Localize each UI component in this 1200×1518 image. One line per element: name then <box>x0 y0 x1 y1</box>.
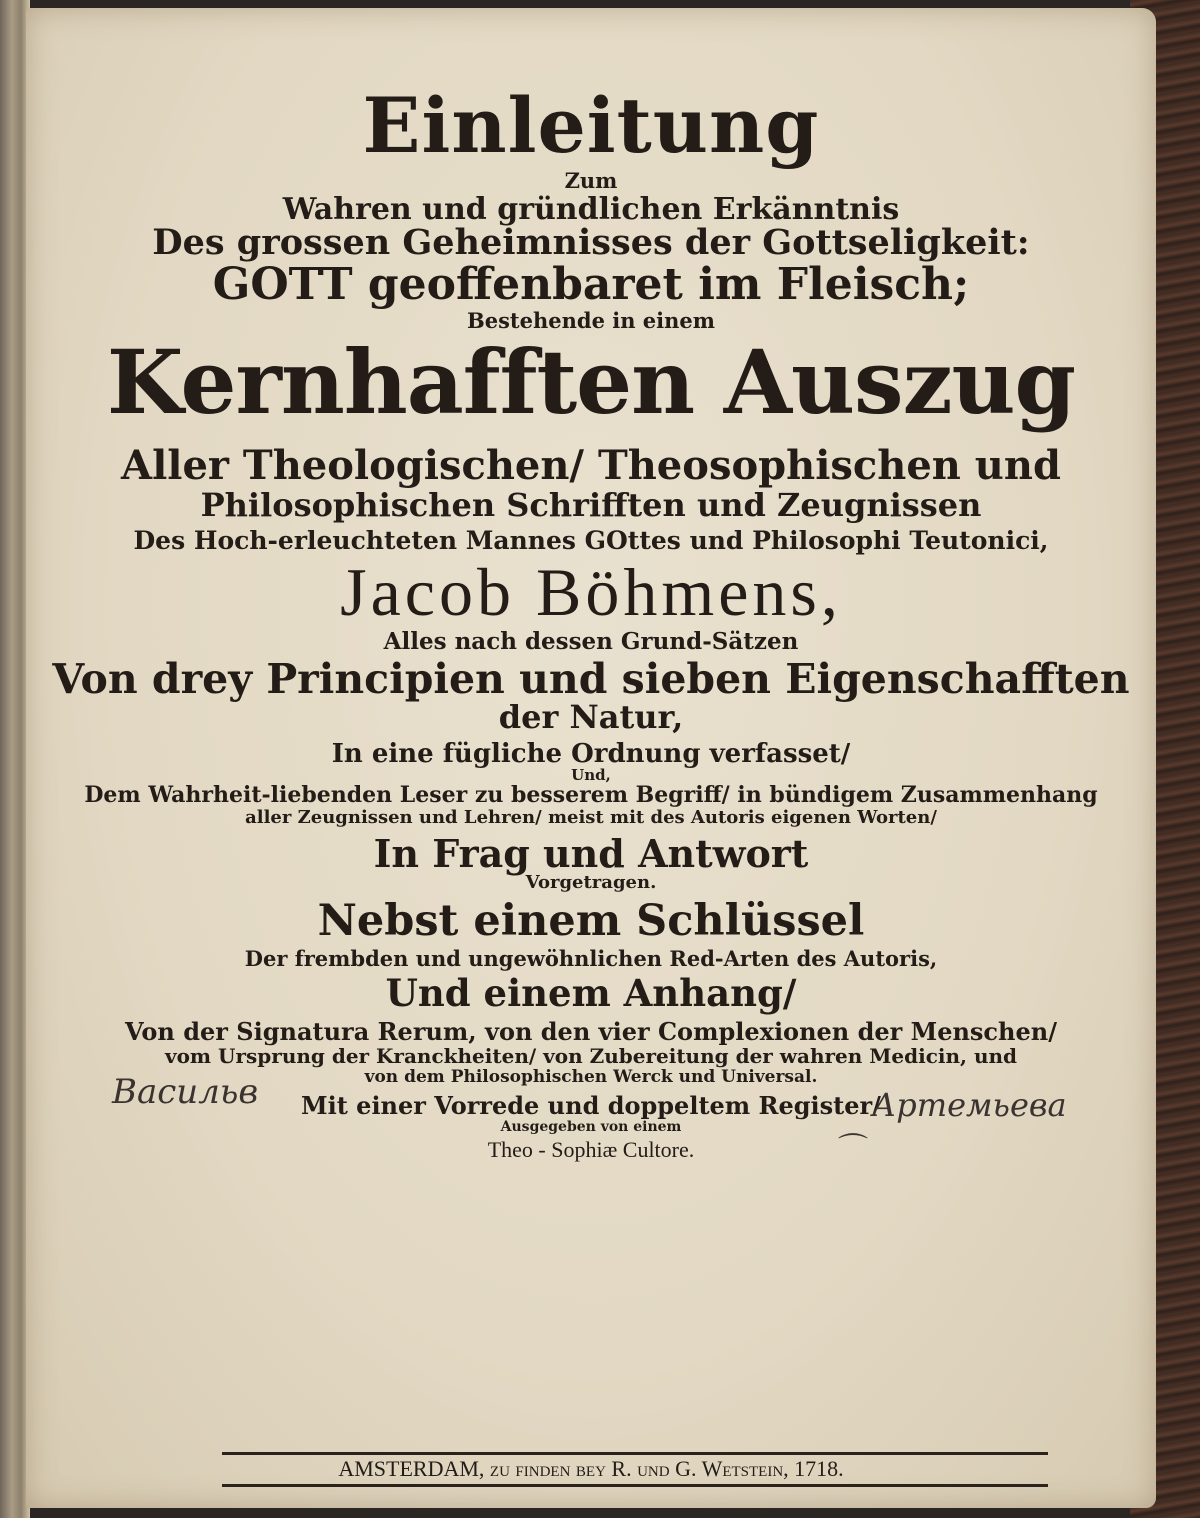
zum-line: Zum <box>564 167 618 193</box>
line-dem-wahrheit: Dem Wahrheit-liebenden Leser zu besserem Begriff/ in bündigem Zusammenhang <box>84 781 1098 808</box>
line-theo-sophiae: Theo - Sophiæ Cultore. <box>487 1137 695 1163</box>
imprint-rule-bottom <box>222 1484 1048 1487</box>
line-mit-einer: Mit einer Vorrede und doppeltem Register/ <box>301 1090 881 1120</box>
line-ausgegeben: Ausgegeben von einem <box>500 1118 682 1135</box>
line-in-frag: In Frag und Antwort <box>373 830 809 876</box>
handwritten-flourish-icon: ⌒ <box>838 1132 868 1167</box>
line-und-einem: Und einem Anhang/ <box>385 970 797 1015</box>
handwritten-note-left: Васильв <box>112 1072 259 1112</box>
handwritten-note-right: Артемьева <box>872 1086 1067 1124</box>
line-von-der-signatura: Von der Signatura Rerum, von den vier Complexionen der Menschen/ <box>125 1016 1057 1046</box>
book-title: Einleitung <box>362 81 820 170</box>
line-aller: Aller Theologischen/ Theosophischen und <box>121 441 1061 489</box>
subtitle-line-2: Des grossen Geheimnisses der Gottseligkeit: <box>152 222 1030 264</box>
subtitle-line-3: GOTT geoffenbaret im Fleisch; <box>212 259 970 311</box>
title-page-text <box>26 8 1156 1162</box>
line-alles: Alles nach dessen Grund-Sätzen <box>383 627 799 655</box>
line-philosophischen: Philosophischen Schrifften und Zeugnissen <box>200 485 982 524</box>
line-vorgetragen: Vorgetragen. <box>525 871 657 893</box>
line-in-eine: In eine fügliche Ordnung verfasset/ <box>331 738 851 769</box>
line-vom-ursprung: vom Ursprung der Kranckheiten/ von Zubereitung der wahren Medicin, und <box>164 1043 1018 1068</box>
subtitle-line-1: Wahren und gründlichen Erkänntnis <box>282 191 900 227</box>
line-nebst: Nebst einem Schlüssel <box>317 895 865 946</box>
line-und: Und, <box>571 766 611 785</box>
imprint-line: AMSTERDAM, zu finden bey R. und G. Wetstein, 1718. <box>338 1456 844 1481</box>
author-name: Jacob Böhmens, <box>340 553 842 630</box>
imprint-rule-top <box>222 1452 1048 1455</box>
line-von-dem: von dem Philosophischen Werck und Universal. <box>364 1066 818 1087</box>
line-der-natur: der Natur, <box>498 698 684 737</box>
line-der-frembden: Der frembden und ungewöhnlichen Red-Arten des Autoris, <box>244 945 938 971</box>
line-des-hoch: Des Hoch-erleuchteten Mannes GOttes und Philosophi Teutonici, <box>133 526 1049 556</box>
line-von-drey: Von drey Principien und sieben Eigenschafften <box>52 655 1130 704</box>
bestehende-line: Bestehende in einem <box>467 308 715 334</box>
main-title: Kernhafften Auszug <box>106 330 1076 435</box>
line-aller-zeugnissen: aller Zeugnissen und Lehren/ meist mit des Autoris eigenen Worten/ <box>245 806 937 828</box>
